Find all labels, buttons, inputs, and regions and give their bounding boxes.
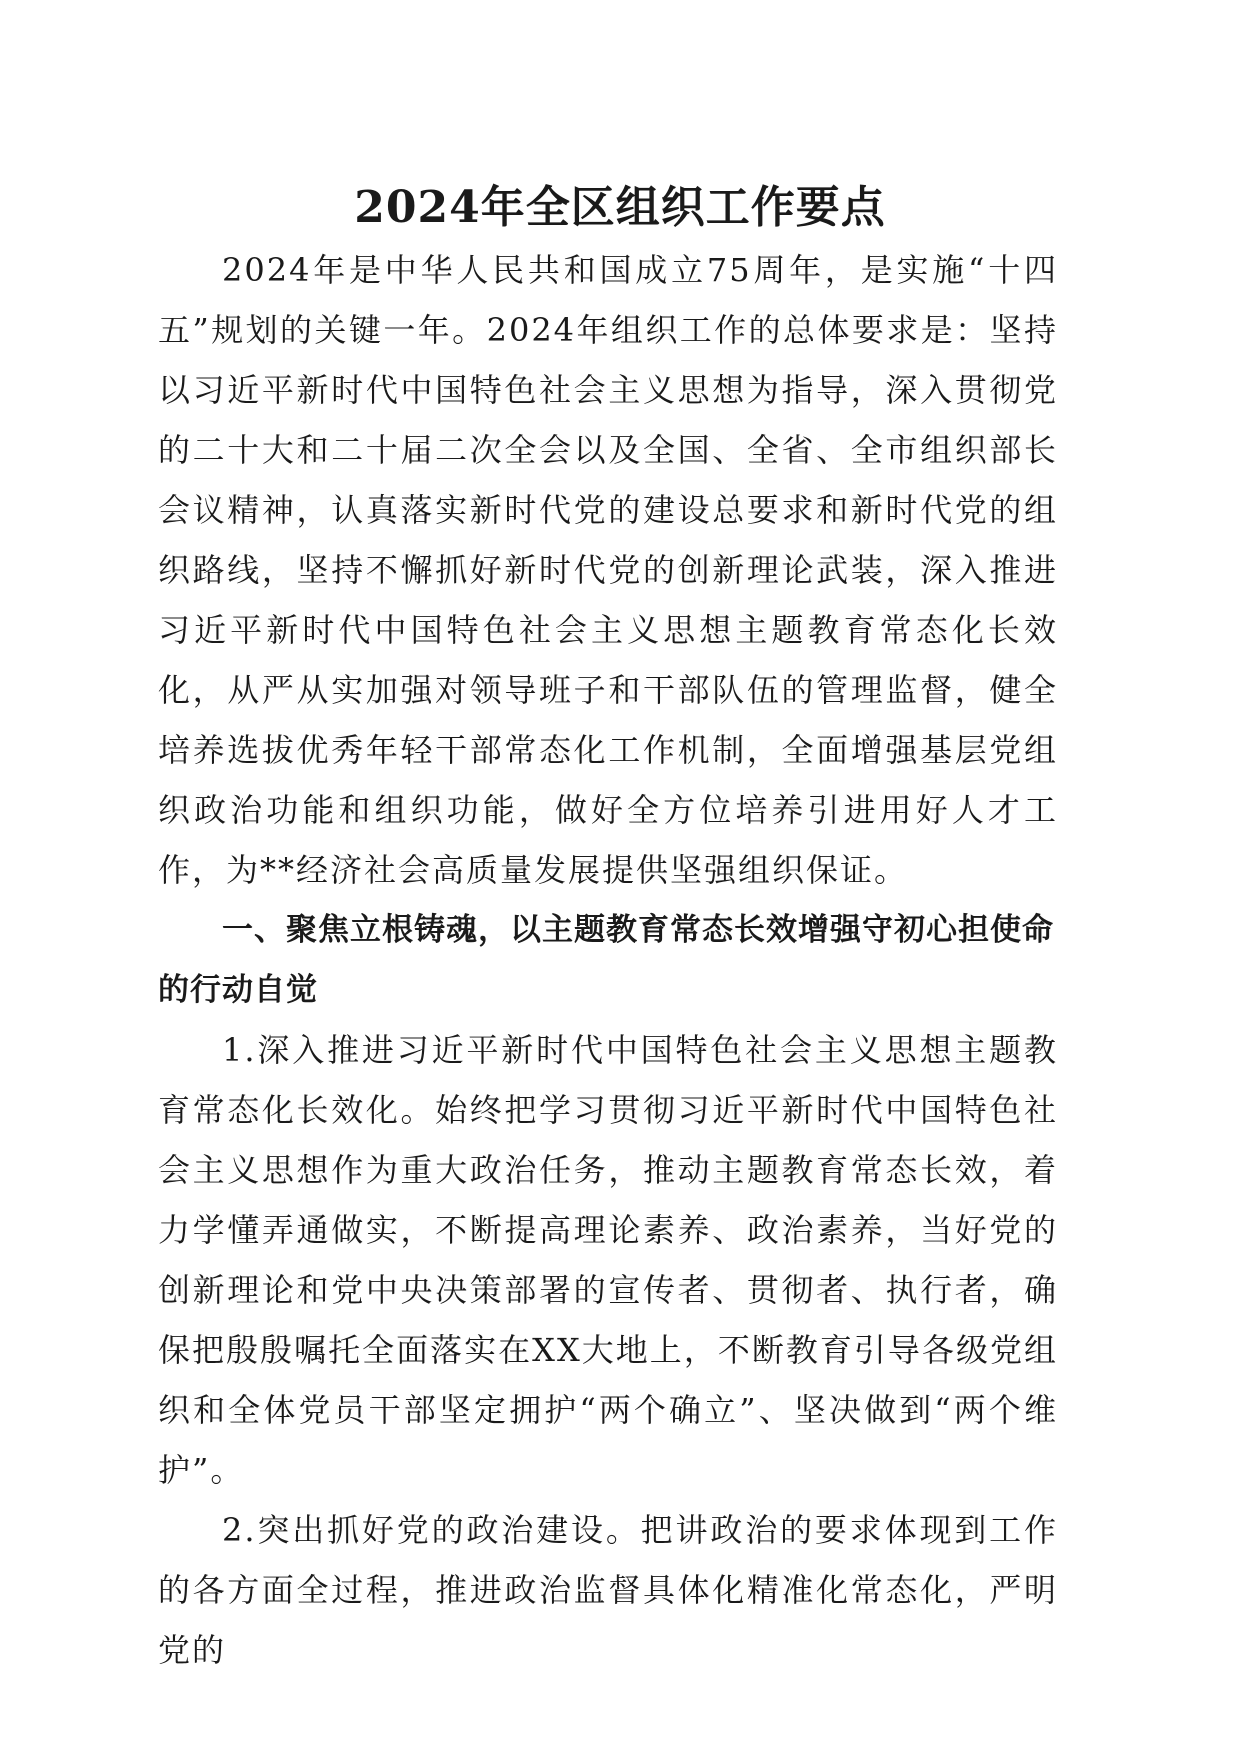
item-paragraph-2: 2.突出抓好党的政治建设。把讲政治的要求体现到工作的各方面全过程，推进政治监督具体化精准化常态化，严明党的 — [158, 1511, 1058, 1669]
document-body — [158, 240, 1058, 1680]
item-paragraph-1: 1.深入推进习近平新时代中国特色社会主义思想主题教育常态化长效化。始终把学习贯彻习近平新时代中国特色社会主义思想作为重大政治任务，推动主题教育常态长效，着力学懂弄通做实，不断提高理论素养、政治素养，当好党的创新理论和党中央决策部署的宣传者、贯彻者、执行者，确保把殷殷嘱托全面落实在XX大地上，不断教育引导各级党组织和全体党员干部坚定拥护“两个确立”、坚决做到“两个维护”。 — [158, 1031, 1058, 1489]
document-title: 2024年全区组织工作要点 — [354, 182, 886, 233]
intro-paragraph: 2024年是中华人民共和国成立75周年，是实施“十四五”规划的关键一年。2024年组织工作的总体要求是：坚持以习近平新时代中国特色社会主义思想为指导，深入贯彻党的二十大和二十届二次全会以及全国、全省、全市组织部长会议精神，认真落实新时代党的建设总要求和新时代党的组织路线，坚持不懈抓好新时代党的创新理论武装，深入推进习近平新时代中国特色社会主义思想主题教育常态化长效化，从严从实加强对领导班子和干部队伍的管理监督，健全培养选拔优秀年轻干部常态化工作机制，全面增强基层党组织政治功能和组织功能，做好全方位培养引进用好人才工作，为**经济社会高质量发展提供坚强组织保证。 — [158, 251, 1058, 889]
section-heading-1: 一、聚焦立根铸魂，以主题教育常态长效增强守初心担使命的行动自觉 — [158, 912, 1054, 1008]
